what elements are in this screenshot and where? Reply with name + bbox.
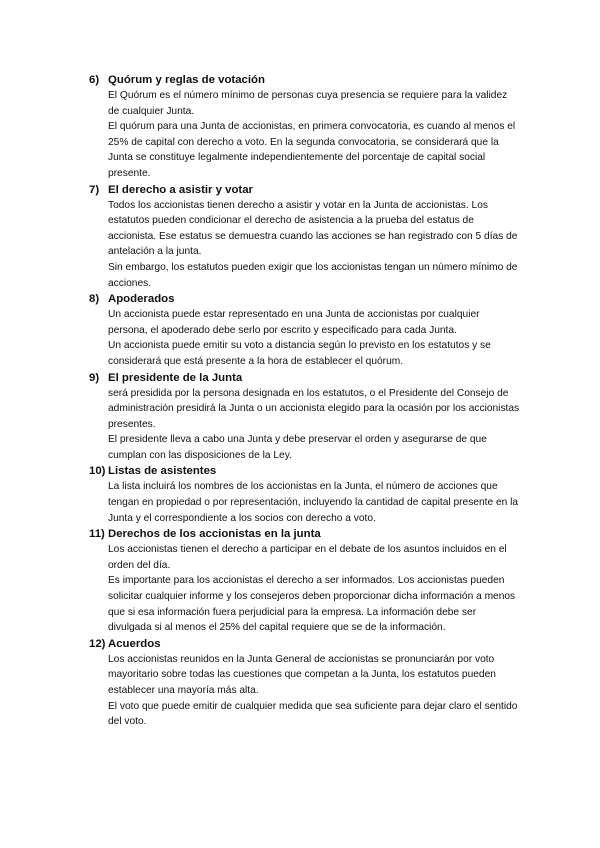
paragraph: El quórum para una Junta de accionistas, en primera convocatoria, es cuando al menos el 25% de capital con derecho a voto. En la segunda convocatoria, se considerará que la Junta se constituye legalmente independientemente del porcentaje de capital social presente. [108, 121, 516, 179]
section-heading [89, 370, 600, 386]
section-number: 10) [89, 465, 106, 478]
section-presidente [0, 370, 600, 464]
section-derecho-asistir [0, 182, 600, 292]
section-number: 11) [89, 528, 105, 541]
section-body [108, 307, 520, 369]
section-body [108, 652, 520, 730]
section-heading [89, 526, 600, 542]
paragraph: Los accionistas tienen el derecho a participar en el debate de los asuntos incluidos en el orden del día. [108, 544, 507, 571]
paragraph: Todos los accionistas tienen derecho a asistir y votar en la Junta de accionistas. Los estatutos pueden condicionar el derecho de asistencia a la prueba del estatus de accionista. Ese estatus se demuestra cuando las acciones se han registrado con 5 días de antelación a la junta. [108, 199, 518, 258]
paragraph: El Quórum es el número mínimo de personas cuya presencia se requiere para la validez de cualquier Junta. [108, 90, 508, 117]
section-body [108, 386, 520, 464]
section-number: 7) [89, 183, 100, 196]
paragraph: Sin embargo, los estatutos pueden exigir que los accionistas tengan un número mínimo de acciones. [108, 261, 518, 289]
section-title: El derecho a asistir y votar [108, 183, 253, 196]
section-number: 12) [89, 637, 106, 650]
section-heading [89, 182, 600, 198]
section-body [108, 198, 520, 292]
section-title: Quórum y reglas de votación [108, 74, 265, 86]
paragraph: La lista incluirá los nombres de los accionistas en la Junta, el número de acciones que tengan en propiedad o por representación, incluyendo la cantidad de capital presente en la Junta y el correspondiente a los socios con derecho a voto. [108, 481, 519, 524]
section-heading [89, 463, 600, 479]
paragraph: será presidida por la persona designada en los estatutos, o el Presidente del Consejo de administración presidirá la Junta o un accionista elegido para la ocasión por los accionistas presentes. [108, 387, 520, 430]
section-title: Apoderados [108, 293, 175, 306]
section-title: Derechos de los accionistas en la junta [108, 528, 321, 541]
paragraph: Un accionista puede estar representado en una Junta de accionistas por cualquier persona, el apoderado debe serlo por escrito y especificado para cada Junta. [108, 309, 480, 336]
section-body [108, 88, 520, 182]
section-derechos-accionistas [0, 526, 600, 636]
section-body [108, 542, 520, 636]
section-title: El presidente de la Junta [108, 371, 243, 384]
section-apoderados [0, 291, 600, 369]
section-body [108, 479, 520, 526]
section-number: 8) [89, 293, 100, 306]
section-title: Listas de asistentes [108, 465, 217, 478]
section-listas-asistentes [0, 463, 600, 526]
section-heading [89, 72, 600, 88]
section-title: Acuerdos [108, 637, 161, 650]
paragraph: El voto que puede emitir de cualquier medida que sea suficiente para dejar claro el sentido del voto. [108, 700, 518, 728]
paragraph: Los accionistas reunidos en la Junta General de accionistas se pronunciarán por voto mayoritario sobre todas las cuestiones que competan a la Junta, los estatutos pueden establecer una mayoría más alta. [108, 653, 496, 696]
section-heading [89, 636, 600, 652]
paragraph: El presidente lleva a cabo una Junta y debe preservar el orden y asegurarse de que cumplan con las disposiciones de la Ley. [108, 434, 487, 461]
section-number: 6) [89, 74, 100, 86]
document-page [0, 72, 600, 730]
section-heading [89, 291, 600, 307]
section-number: 9) [89, 371, 100, 384]
paragraph: Es importante para los accionistas el derecho a ser informados. Los accionistas pueden solicitar cualquier informe y los consejeros deben proporcionar dicha información a menos que si esa información fuera perjudicial para la empresa. La información debe ser divulgada si al menos el 25% del capital requiere que se de la información. [108, 575, 516, 634]
section-quorum [0, 72, 600, 182]
section-acuerdos [0, 636, 600, 730]
paragraph: Un accionista puede emitir su voto a distancia según lo previsto en los estatutos y se considerará que está presente a la hora de establecer el quórum. [108, 340, 491, 367]
